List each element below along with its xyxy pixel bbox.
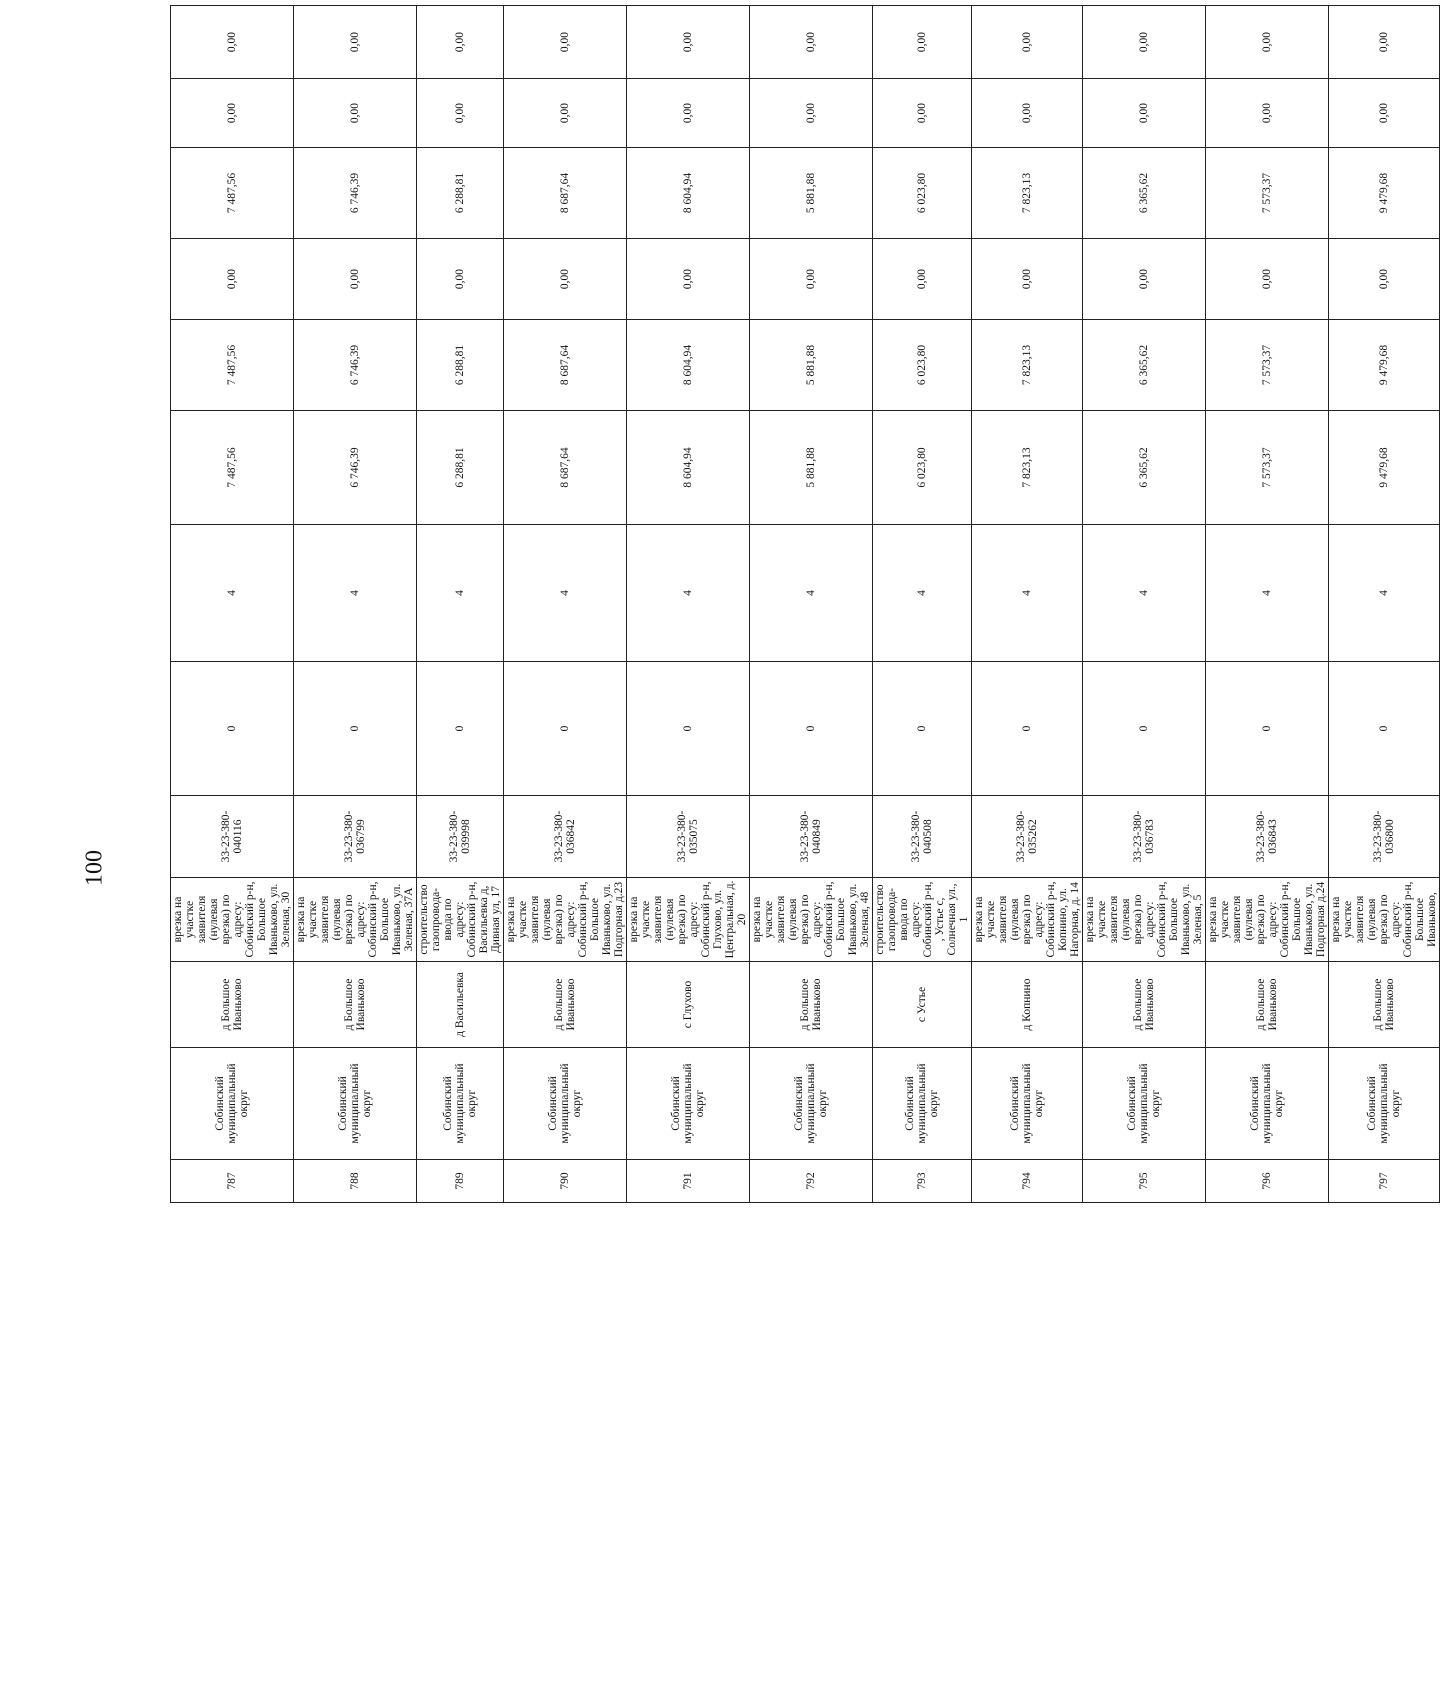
stage-cell: 4 xyxy=(627,525,750,662)
description-cell: строительство газопровода-ввода по адресу: Собинский р-н, , Устье с, Солнечная ул., 1 xyxy=(873,878,972,962)
district-cell: Собинский муниципальный округ xyxy=(1083,1048,1206,1160)
cadastral-number-cell: 33-23-380-040508 xyxy=(873,796,972,878)
cost-cell-3: 8 687,64 xyxy=(504,148,627,239)
table-row xyxy=(972,6,1083,1203)
description-cell: врезка на участке заявителя (нулевая врезка) по адресу: Собинский р-н, Большое Иваньково, xyxy=(1329,878,1440,962)
locality-cell: д Большое Иваньково xyxy=(171,962,294,1048)
cost-cell-3: 6 288,81 xyxy=(417,148,504,239)
locality-cell: д Большое Иваньково xyxy=(1083,962,1206,1048)
cost-cell-4: 0,00 xyxy=(972,79,1083,148)
cost-cell-5: 0,00 xyxy=(1083,6,1206,79)
cost-cell-4: 0,00 xyxy=(504,79,627,148)
row-number: 794 xyxy=(972,1160,1083,1203)
description-cell: строительство газопровода-ввода по адресу: Собинский р-н, Васильевка д, Дивная ул, 17 xyxy=(417,878,504,962)
cadastral-number-cell: 33-23-380-036800 xyxy=(1329,796,1440,878)
cost-cell-5: 0,00 xyxy=(972,6,1083,79)
cost-cell-4: 0,00 xyxy=(294,79,417,148)
district-cell: Собинский муниципальный округ xyxy=(417,1048,504,1160)
stage-cell: 4 xyxy=(504,525,627,662)
district-cell: Собинский муниципальный округ xyxy=(171,1048,294,1160)
cost-cell-4: 0,00 xyxy=(750,79,873,148)
table-row xyxy=(1329,6,1440,1203)
cost-cell-5: 0,00 xyxy=(417,6,504,79)
cadastral-number-cell: 33-23-380-036842 xyxy=(504,796,627,878)
cost-cell-1: 8 687,64 xyxy=(504,320,627,411)
cost-cell-2: 0,00 xyxy=(1206,239,1329,320)
cost-cell-1: 8 604,94 xyxy=(627,320,750,411)
cost-cell-3: 6 365,62 xyxy=(1083,148,1206,239)
table-row xyxy=(873,6,972,1203)
table-row xyxy=(627,6,750,1203)
category-cell: 0 xyxy=(1206,662,1329,796)
district-cell: Собинский муниципальный округ xyxy=(627,1048,750,1160)
cost-cell-3: 5 881,88 xyxy=(750,148,873,239)
row-number: 791 xyxy=(627,1160,750,1203)
cadastral-number-cell: 33-23-380-040116 xyxy=(171,796,294,878)
table-row xyxy=(294,6,417,1203)
row-number: 787 xyxy=(171,1160,294,1203)
locality-cell: д Большое Иваньково xyxy=(1206,962,1329,1048)
stage-cell: 4 xyxy=(1083,525,1206,662)
cost-cell-4: 0,00 xyxy=(1329,79,1440,148)
total-cost-cell: 5 881,88 xyxy=(750,411,873,525)
district-cell: Собинский муниципальный округ xyxy=(1329,1048,1440,1160)
cost-cell-5: 0,00 xyxy=(627,6,750,79)
cost-cell-2: 0,00 xyxy=(873,239,972,320)
cost-cell-2: 0,00 xyxy=(972,239,1083,320)
description-cell: врезка на участке заявителя (нулевая врезка) по адресу: Собинский р-н, Глухово, ул. Центральная, д. 20 xyxy=(627,878,750,962)
locality-cell: д Большое Иваньково xyxy=(294,962,417,1048)
category-cell: 0 xyxy=(627,662,750,796)
cost-cell-1: 6 288,81 xyxy=(417,320,504,411)
cost-cell-3: 9 479,68 xyxy=(1329,148,1440,239)
description-cell: врезка на участке заявителя (нулевая врезка) по адресу: Собинский р-н, Большое Иваньково, ул. Зеленая, 5 xyxy=(1083,878,1206,962)
cost-cell-4: 0,00 xyxy=(417,79,504,148)
cost-cell-5: 0,00 xyxy=(750,6,873,79)
cost-cell-2: 0,00 xyxy=(1083,239,1206,320)
row-number: 793 xyxy=(873,1160,972,1203)
cost-cell-1: 7 487,56 xyxy=(171,320,294,411)
category-cell: 0 xyxy=(1329,662,1440,796)
cost-cell-4: 0,00 xyxy=(627,79,750,148)
row-number: 792 xyxy=(750,1160,873,1203)
row-number: 796 xyxy=(1206,1160,1329,1203)
cost-cell-1: 6 365,62 xyxy=(1083,320,1206,411)
category-cell: 0 xyxy=(873,662,972,796)
cost-cell-3: 6 023,80 xyxy=(873,148,972,239)
category-cell: 0 xyxy=(294,662,417,796)
row-number: 797 xyxy=(1329,1160,1440,1203)
locality-cell: д Васильевка xyxy=(417,962,504,1048)
total-cost-cell: 9 479,68 xyxy=(1329,411,1440,525)
category-cell: 0 xyxy=(1083,662,1206,796)
cost-cell-1: 6 746,39 xyxy=(294,320,417,411)
cost-cell-5: 0,00 xyxy=(504,6,627,79)
cost-cell-3: 8 604,94 xyxy=(627,148,750,239)
cost-cell-5: 0,00 xyxy=(1329,6,1440,79)
table-row xyxy=(417,6,504,1203)
category-cell: 0 xyxy=(417,662,504,796)
cost-cell-1: 5 881,88 xyxy=(750,320,873,411)
category-cell: 0 xyxy=(750,662,873,796)
cost-cell-2: 0,00 xyxy=(417,239,504,320)
rotated-table-wrapper xyxy=(170,31,1438,1203)
total-cost-cell: 8 687,64 xyxy=(504,411,627,525)
total-cost-cell: 6 288,81 xyxy=(417,411,504,525)
description-cell: врезка на участке заявителя (нулевая врезка) по адресу: Собинский р-н, Копнино, ул. Нагорная, д. 14 xyxy=(972,878,1083,962)
table-row xyxy=(171,6,294,1203)
cost-cell-1: 7 573,37 xyxy=(1206,320,1329,411)
description-cell: врезка на участке заявителя (нулевая врезка) по адресу: Собинский р-н, Большое Иваньково, ул. Подгорная д.23 xyxy=(504,878,627,962)
stage-cell: 4 xyxy=(1329,525,1440,662)
stage-cell: 4 xyxy=(171,525,294,662)
stage-cell: 4 xyxy=(1206,525,1329,662)
locality-cell: д Большое Иваньково xyxy=(504,962,627,1048)
stage-cell: 4 xyxy=(972,525,1083,662)
category-cell: 0 xyxy=(171,662,294,796)
category-cell: 0 xyxy=(504,662,627,796)
table-row xyxy=(1206,6,1329,1203)
cost-cell-5: 0,00 xyxy=(873,6,972,79)
cost-cell-1: 6 023,80 xyxy=(873,320,972,411)
district-cell: Собинский муниципальный округ xyxy=(294,1048,417,1160)
cost-cell-4: 0,00 xyxy=(873,79,972,148)
category-cell: 0 xyxy=(972,662,1083,796)
locality-cell: д Копнино xyxy=(972,962,1083,1048)
cost-cell-3: 7 573,37 xyxy=(1206,148,1329,239)
cost-cell-3: 6 746,39 xyxy=(294,148,417,239)
cost-cell-4: 0,00 xyxy=(1206,79,1329,148)
row-number: 789 xyxy=(417,1160,504,1203)
cost-cell-5: 0,00 xyxy=(294,6,417,79)
cost-cell-1: 7 823,13 xyxy=(972,320,1083,411)
description-cell: врезка на участке заявителя (нулевая врезка) по адресу: Собинский р-н, Большое Иваньково, ул. Зеленая, 30 xyxy=(171,878,294,962)
cost-cell-5: 0,00 xyxy=(171,6,294,79)
cost-cell-2: 0,00 xyxy=(171,239,294,320)
stage-cell: 4 xyxy=(750,525,873,662)
district-cell: Собинский муниципальный округ xyxy=(873,1048,972,1160)
district-cell: Собинский муниципальный округ xyxy=(1206,1048,1329,1160)
total-cost-cell: 7 487,56 xyxy=(171,411,294,525)
cadastral-number-cell: 33-23-380-035262 xyxy=(972,796,1083,878)
description-cell: врезка на участке заявителя (нулевая врезка) по адресу: Собинский р-н, Большое Иваньково, ул. Зеленая, 37А xyxy=(294,878,417,962)
cost-cell-2: 0,00 xyxy=(504,239,627,320)
locality-cell: с Глухово xyxy=(627,962,750,1048)
cost-cell-2: 0,00 xyxy=(1329,239,1440,320)
table-row xyxy=(750,6,873,1203)
cadastral-number-cell: 33-23-380-036799 xyxy=(294,796,417,878)
total-cost-cell: 6 365,62 xyxy=(1083,411,1206,525)
cost-cell-5: 0,00 xyxy=(1206,6,1329,79)
cost-cell-2: 0,00 xyxy=(294,239,417,320)
table-row xyxy=(504,6,627,1203)
total-cost-cell: 7 573,37 xyxy=(1206,411,1329,525)
total-cost-cell: 8 604,94 xyxy=(627,411,750,525)
locality-cell: д Большое Иваньково xyxy=(750,962,873,1048)
row-number: 790 xyxy=(504,1160,627,1203)
total-cost-cell: 7 823,13 xyxy=(972,411,1083,525)
total-cost-cell: 6 023,80 xyxy=(873,411,972,525)
registry-table xyxy=(170,5,1440,1203)
district-cell: Собинский муниципальный округ xyxy=(504,1048,627,1160)
cadastral-number-cell: 33-23-380-036843 xyxy=(1206,796,1329,878)
row-number: 795 xyxy=(1083,1160,1206,1203)
stage-cell: 4 xyxy=(417,525,504,662)
stage-cell: 4 xyxy=(294,525,417,662)
description-cell: врезка на участке заявителя (нулевая врезка) по адресу: Собинский р-н, Большое Иваньково, ул. Подгорная д.24 xyxy=(1206,878,1329,962)
total-cost-cell: 6 746,39 xyxy=(294,411,417,525)
cadastral-number-cell: 33-23-380-040849 xyxy=(750,796,873,878)
cadastral-number-cell: 33-23-380-035075 xyxy=(627,796,750,878)
locality-cell: с Устье xyxy=(873,962,972,1048)
cost-cell-2: 0,00 xyxy=(627,239,750,320)
table-row xyxy=(1083,6,1206,1203)
cost-cell-4: 0,00 xyxy=(171,79,294,148)
district-cell: Собинский муниципальный округ xyxy=(750,1048,873,1160)
row-number: 788 xyxy=(294,1160,417,1203)
cost-cell-3: 7 823,13 xyxy=(972,148,1083,239)
cost-cell-1: 9 479,68 xyxy=(1329,320,1440,411)
locality-cell: д Большое Иваньково xyxy=(1329,962,1440,1048)
cost-cell-4: 0,00 xyxy=(1083,79,1206,148)
district-cell: Собинский муниципальный округ xyxy=(972,1048,1083,1160)
cost-cell-3: 7 487,56 xyxy=(171,148,294,239)
cadastral-number-cell: 33-23-380-036783 xyxy=(1083,796,1206,878)
cost-cell-2: 0,00 xyxy=(750,239,873,320)
cadastral-number-cell: 33-23-380-039998 xyxy=(417,796,504,878)
description-cell: врезка на участке заявителя (нулевая врезка) по адресу: Собинский р-н, Большое Иваньково, ул. Зеленая, 48 xyxy=(750,878,873,962)
page-number: 100 xyxy=(81,850,108,886)
stage-cell: 4 xyxy=(873,525,972,662)
